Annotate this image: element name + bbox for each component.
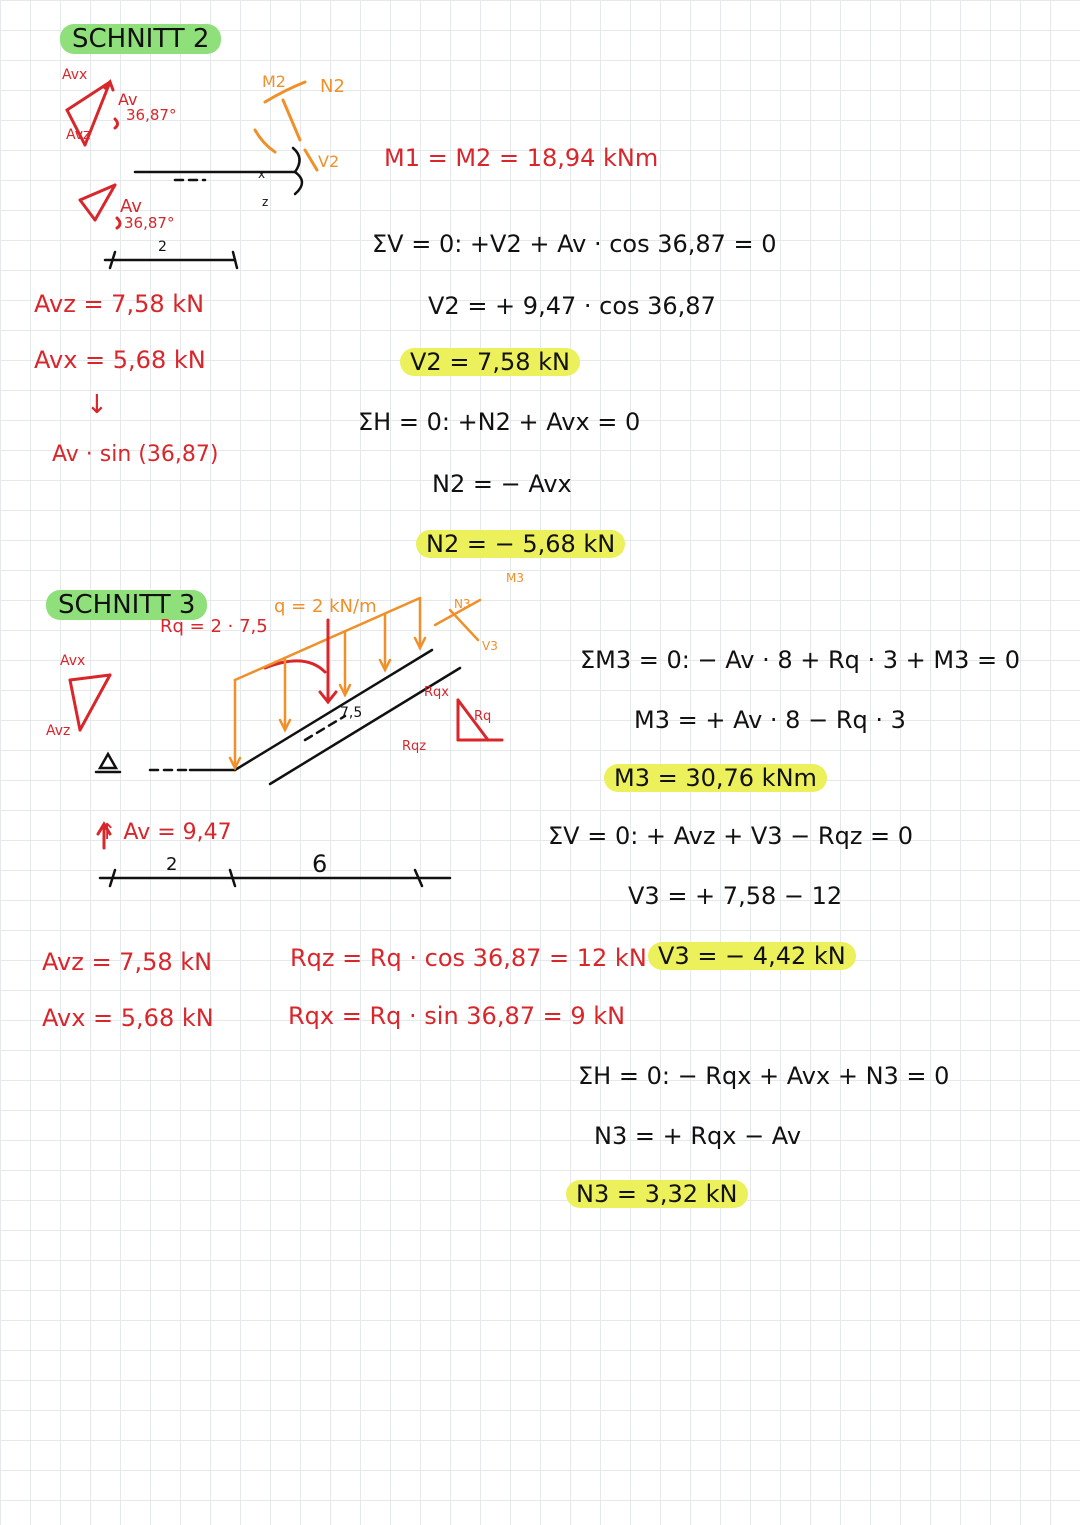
- s3-n3-result: N3 = 3,32 kN: [566, 1180, 748, 1208]
- fig-v2-label: V2: [318, 152, 340, 171]
- s3-fig-m3-label: M3: [506, 571, 524, 585]
- s3-v3-result: V3 = − 4,42 kN: [648, 942, 856, 970]
- s3-fig-span1: 2: [166, 854, 178, 875]
- fig-angle-label: 36,87°: [126, 106, 177, 124]
- s3-avz: Avz = 7,58 kN: [42, 948, 213, 976]
- section2-force-diagram: [55, 60, 315, 280]
- s2-v2-result: V2 = 7,58 kN: [400, 348, 580, 376]
- s3-n3-expr: N3 = + Rqx − Av: [594, 1122, 802, 1150]
- s2-avx: Avx = 5,68 kN: [34, 346, 206, 374]
- s3-fig-avx-label: Avx: [60, 653, 86, 669]
- s3-fig-rqx-label: Rqx: [424, 685, 449, 700]
- s3-rqx: Rqx = Rq · sin 36,87 = 9 kN: [288, 1002, 626, 1030]
- fig-z-label: z: [262, 195, 269, 209]
- arrow-down-icon: ↓: [86, 390, 108, 420]
- fig-m2-label: M2: [262, 72, 286, 91]
- s2-sum-h: ΣH = 0: +N2 + Avx = 0: [358, 408, 641, 436]
- s3-v3-expr: V3 = + 7,58 − 12: [628, 882, 843, 910]
- s2-av-sin: Av · sin (36,87): [52, 442, 219, 467]
- s3-sum-v: ΣV = 0: + Avz + V3 − Rqz = 0: [548, 822, 914, 850]
- s3-fig-rqz-label: Rqz: [402, 739, 427, 754]
- s3-fig-q-label: q = 2 kN/m: [274, 596, 377, 617]
- s3-fig-v3-label: V3: [482, 639, 498, 653]
- fig-av2-label: Av: [120, 196, 142, 217]
- s3-m3-expr: M3 = + Av · 8 − Rq · 3: [634, 706, 906, 734]
- s3-fig-len-label: 7,5: [340, 705, 363, 721]
- s2-n2-expr: N2 = − Avx: [432, 470, 572, 498]
- s3-m3-result: M3 = 30,76 kNm: [604, 764, 827, 792]
- s3-fig-avz-label: Avz: [46, 723, 71, 739]
- fig-av-label: Av: [118, 90, 138, 109]
- fig-angle2-label: 36,87°: [124, 214, 175, 232]
- s2-v2-expr: V2 = + 9,47 · cos 36,87: [428, 292, 716, 320]
- s3-fig-span2: 6: [312, 850, 328, 878]
- s3-sum-m: ΣM3 = 0: − Av · 8 + Rq · 3 + M3 = 0: [580, 646, 1021, 674]
- s2-sum-v: ΣV = 0: +V2 + Av · cos 36,87 = 0: [372, 230, 777, 258]
- section3-beam-diagram: [40, 580, 540, 900]
- fig-avx-label: Avx: [62, 67, 88, 83]
- fig-avz-label: Avz: [66, 127, 91, 143]
- s3-rqz: Rqz = Rq · cos 36,87 = 12 kN: [290, 944, 647, 972]
- fig-span-label: 2: [158, 239, 167, 255]
- fig-x-label: x: [258, 167, 266, 181]
- s2-m1m2: M1 = M2 = 18,94 kNm: [384, 144, 659, 172]
- s3-fig-n3-label: N3: [454, 597, 471, 611]
- s3-sum-h: ΣH = 0: − Rqx + Avx + N3 = 0: [578, 1062, 950, 1090]
- s3-fig-rq2-label: Rq: [474, 709, 492, 724]
- section2-title: SCHNITT 2: [60, 24, 221, 54]
- s2-n2-result: N2 = − 5,68 kN: [416, 530, 625, 558]
- s3-fig-rq-label: Rq = 2 · 7,5: [160, 616, 268, 637]
- s2-avz: Avz = 7,58 kN: [34, 290, 205, 318]
- fig-n2-label: N2: [320, 76, 345, 97]
- section3-title: SCHNITT 3: [46, 590, 207, 620]
- s3-fig-av-label: ↑ Av = 9,47: [98, 820, 232, 845]
- s3-avx: Avx = 5,68 kN: [42, 1004, 214, 1032]
